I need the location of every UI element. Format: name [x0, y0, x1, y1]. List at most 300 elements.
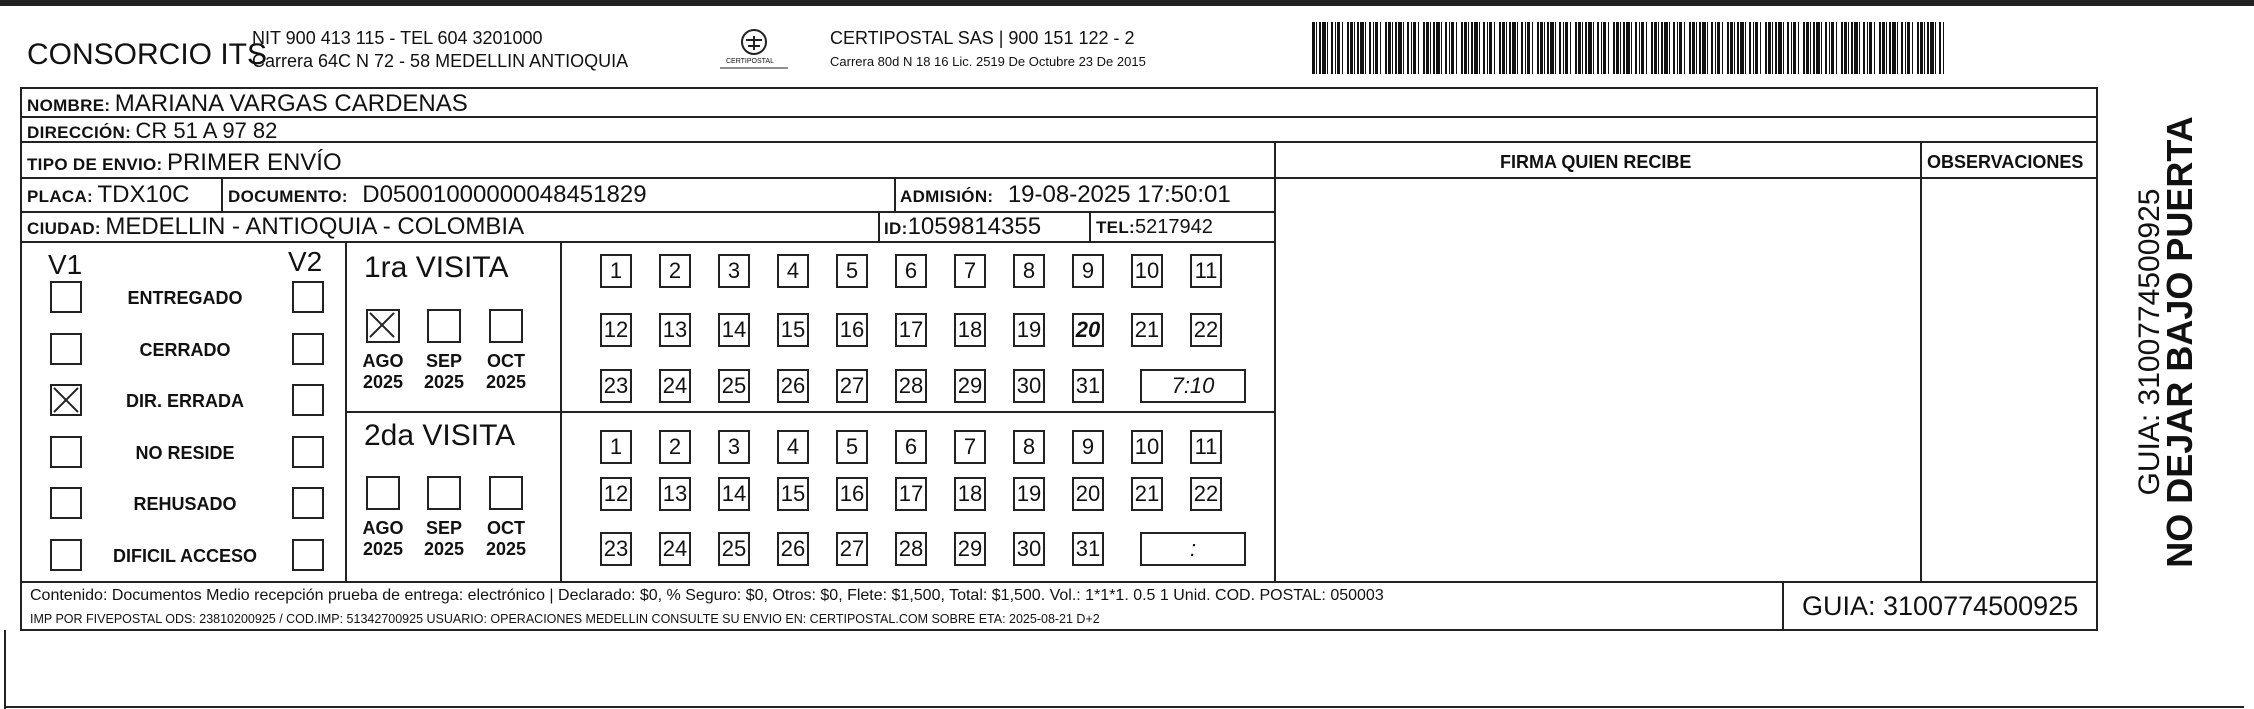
top-edge-line — [0, 0, 2254, 6]
barcode-bar — [1730, 22, 1733, 74]
barcode-bar — [1901, 22, 1903, 74]
day-cell[interactable]: 25 — [718, 532, 750, 566]
barcode-bar — [1616, 22, 1619, 74]
day-cell[interactable]: 26 — [777, 532, 809, 566]
year-label: 2025 — [485, 538, 527, 559]
day-cell[interactable]: 7 — [954, 254, 986, 288]
day-cell[interactable]: 12 — [600, 477, 632, 511]
barcode-bar — [1787, 22, 1789, 74]
v1-checkbox[interactable] — [50, 333, 82, 365]
barcode-bar — [1483, 22, 1485, 74]
day-cell[interactable]: 23 — [600, 369, 632, 403]
barcode-bar — [1673, 22, 1675, 74]
barcode-bar — [1677, 22, 1678, 74]
barcode-bar — [1905, 22, 1906, 74]
barcode-bar — [1641, 22, 1644, 74]
barcode-bar — [1451, 22, 1454, 74]
day-cell[interactable]: 11 — [1190, 430, 1222, 464]
v1-label: V1 — [48, 249, 83, 280]
admision-label: ADMISIÓN: — [900, 187, 994, 206]
barcode-bar — [1798, 22, 1799, 74]
day-cell[interactable]: 1 — [600, 430, 632, 464]
company-name: CONSORCIO ITS — [27, 38, 268, 71]
day-cell[interactable]: 4 — [777, 430, 809, 464]
day-cell[interactable]: 18 — [954, 477, 986, 511]
barcode-bar — [1765, 22, 1767, 74]
barcode-bar — [1588, 22, 1592, 74]
direccion-value: CR 51 A 97 82 — [135, 118, 278, 143]
barcode-bar — [1449, 22, 1450, 74]
barcode-bar — [1426, 22, 1429, 74]
day-cell[interactable]: 15 — [777, 313, 809, 347]
barcode-bar — [1608, 22, 1609, 74]
tel-value: 5217942 — [1134, 216, 1213, 238]
barcode-bar — [1661, 22, 1663, 74]
day-cell[interactable]: 5 — [836, 430, 868, 464]
v1-checkbox[interactable] — [50, 281, 82, 313]
barcode-bar — [1347, 22, 1349, 74]
day-cell[interactable]: 13 — [659, 477, 691, 511]
day-cell[interactable]: 28 — [895, 532, 927, 566]
barcode-bar — [1639, 22, 1640, 74]
company-nit: NIT 900 413 115 - TEL 604 3201000 — [252, 28, 543, 48]
barcode-bar — [1582, 22, 1583, 74]
day-cell[interactable]: 29 — [954, 532, 986, 566]
barcode-bar — [1441, 22, 1442, 74]
day-cell[interactable]: 9 — [1072, 430, 1104, 464]
nombre-value: MARIANA VARGAS CARDENAS — [114, 90, 468, 117]
barcode-bar — [1509, 22, 1511, 74]
month-year-label — [358, 518, 408, 559]
barcode-bar — [1821, 22, 1822, 74]
barcode-bar — [1715, 22, 1716, 74]
documento-label: DOCUMENTO: — [228, 187, 348, 206]
barcode-bar — [1793, 22, 1796, 74]
day-cell[interactable]: 22 — [1190, 477, 1222, 511]
month-year-label — [419, 351, 469, 392]
barcode-bar — [1927, 22, 1929, 74]
barcode-bar — [1418, 22, 1419, 74]
barcode-bar — [1385, 22, 1387, 74]
barcode-bar — [1565, 22, 1568, 74]
day-cell[interactable]: 19 — [1013, 313, 1045, 347]
barcode-bar — [1563, 22, 1564, 74]
footer-line-1: Contenido: Documentos Medio recepción prueba de entrega: electrónico | Declarado: $0, % Seguro: $0, Otros: $0, Flete: $1,500, Total: $1,500. Vol.: 1*1*1. 0.5 1 Unid. COD. POSTAL: 050003 — [30, 587, 1384, 604]
barcode-bar — [1626, 22, 1630, 74]
barcode-bar — [1521, 22, 1523, 74]
barcode-bar — [1532, 22, 1533, 74]
day-cell[interactable]: 21 — [1131, 313, 1163, 347]
year-label: 2025 — [423, 538, 465, 559]
barcode-bar — [1772, 22, 1773, 74]
status-reason-label: NO RESIDE — [135, 443, 235, 463]
placa-value: TDX10C — [97, 181, 190, 208]
barcode-bar — [1436, 22, 1440, 74]
barcode-bar — [1867, 22, 1868, 74]
barcode-bar — [1869, 22, 1872, 74]
barcode-bar — [1322, 22, 1326, 74]
v1-checkbox[interactable] — [50, 384, 82, 416]
day-cell[interactable]: 26 — [777, 369, 809, 403]
barcode-bar — [1669, 22, 1670, 74]
day-cell[interactable]: 8 — [1013, 254, 1045, 288]
month-label: AGO — [362, 518, 404, 538]
footer-line-2: IMP POR FIVEPOSTAL ODS: 23810200925 / COD.IMP: 51342700925 USUARIO: OPERACIONES MEDELLIN CONSULTE SU ENVIO EN: CERTIPOSTAL.COM SOBRE ETA: 2025-08-21 D+2 — [30, 612, 1100, 626]
barcode-bar — [1841, 22, 1843, 74]
day-cell[interactable]: 21 — [1131, 477, 1163, 511]
barcode-bar — [1646, 22, 1647, 74]
barcode-bar — [1740, 22, 1744, 74]
status-reason-label: DIR. ERRADA — [125, 391, 244, 411]
month-checkbox[interactable] — [489, 476, 523, 510]
v2-checkbox[interactable] — [292, 333, 324, 365]
id-label: ID: — [884, 219, 908, 238]
barcode-bar — [1403, 22, 1404, 74]
day-cell[interactable]: 20 — [1072, 477, 1104, 511]
barcode-bar — [1369, 22, 1371, 74]
barcode-bar — [1679, 22, 1682, 74]
barcode-bar — [1411, 22, 1412, 74]
barcode-bar — [1337, 22, 1340, 74]
day-cell[interactable]: 2 — [659, 430, 691, 464]
day-cell[interactable]: 3 — [718, 430, 750, 464]
barcode-bar — [1651, 22, 1653, 74]
barcode-bar — [1707, 22, 1708, 74]
ciudad-label: CIUDAD: — [27, 219, 101, 238]
side-guia: GUIA: 3100774500925 — [2133, 188, 2166, 496]
barcode-bar — [1696, 22, 1697, 74]
firma-label: FIRMA QUIEN RECIBE — [1500, 152, 1692, 172]
barcode-bar — [1445, 22, 1447, 74]
tel-label: TEL: — [1096, 218, 1135, 237]
barcode-bar — [1547, 22, 1549, 74]
barcode-bar — [1803, 22, 1805, 74]
day-cell[interactable]: 4 — [777, 254, 809, 288]
barcode-bar — [1603, 22, 1606, 74]
barcode-bar — [1461, 22, 1463, 74]
barcode-bar — [1806, 22, 1809, 74]
day-cell[interactable]: 9 — [1072, 254, 1104, 288]
day-cell[interactable]: 11 — [1190, 254, 1222, 288]
second-visit-title: 2da VISITA — [364, 419, 516, 452]
documento-value: D05001000000048451829 — [362, 181, 647, 208]
logo-text: CERTIPOSTAL — [726, 58, 774, 65]
barcode-bar — [1859, 22, 1860, 74]
barcode-bar — [1342, 22, 1343, 74]
company-address: Carrera 64C N 72 - 58 MEDELLIN ANTIOQUIA — [252, 51, 629, 71]
barcode-bar — [1597, 22, 1599, 74]
barcode-bar — [1312, 22, 1315, 74]
year-label: 2025 — [362, 538, 404, 559]
barcode-bar — [1699, 22, 1701, 74]
barcode-bar — [1768, 22, 1771, 74]
month-checkbox[interactable] — [366, 476, 400, 510]
barcode-bar — [1613, 22, 1615, 74]
day-cell[interactable]: 10 — [1131, 430, 1163, 464]
barcode-bar — [1327, 22, 1328, 74]
day-cell[interactable]: 10 — [1131, 254, 1163, 288]
barcode-bar — [1816, 22, 1820, 74]
barcode-bar — [1831, 22, 1834, 74]
barcode-bar — [1863, 22, 1865, 74]
barcode-bar — [1654, 22, 1657, 74]
day-cell[interactable]: 6 — [895, 254, 927, 288]
day-cell[interactable]: 12 — [600, 313, 632, 347]
barcode-bar — [1897, 22, 1898, 74]
visit-time-cell[interactable]: : — [1140, 532, 1246, 566]
barcode-bar — [1745, 22, 1746, 74]
year-label: 2025 — [362, 371, 404, 392]
day-cell[interactable]: 13 — [659, 313, 691, 347]
barcode-bar — [1360, 22, 1364, 74]
first-visit-title: 1ra VISITA — [364, 251, 509, 284]
barcode-bar — [1783, 22, 1784, 74]
barcode-bar — [1702, 22, 1706, 74]
barcode-bar — [1778, 22, 1782, 74]
barcode-bar — [1502, 22, 1505, 74]
barcode-bar — [1527, 22, 1530, 74]
barcode-bar — [1316, 22, 1317, 74]
certipostal-address: Carrera 80d N 18 16 Lic. 2519 De Octubre 23 De 2015 — [830, 54, 1146, 69]
month-label: AGO — [362, 351, 404, 371]
barcode-icon — [1312, 22, 1944, 74]
day-cell[interactable]: 20 — [1072, 313, 1104, 347]
barcode-bar — [1550, 22, 1554, 74]
barcode-bar — [1889, 22, 1891, 74]
day-cell[interactable]: 18 — [954, 313, 986, 347]
day-cell[interactable]: 22 — [1190, 313, 1222, 347]
v2-checkbox[interactable] — [292, 487, 324, 519]
barcode-bar — [1829, 22, 1830, 74]
ciudad-value: MEDELLIN - ANTIOQUIA - COLOMBIA — [105, 213, 525, 240]
v2-checkbox[interactable] — [292, 539, 324, 571]
barcode-bar — [1570, 22, 1571, 74]
day-cell[interactable]: 27 — [836, 369, 868, 403]
barcode-bar — [1512, 22, 1516, 74]
month-checkbox[interactable] — [427, 476, 461, 510]
barcode-bar — [1373, 22, 1374, 74]
day-cell[interactable]: 7 — [954, 430, 986, 464]
guia-box: GUIA: 3100774500925 — [1802, 591, 2079, 621]
barcode-bar — [1544, 22, 1545, 74]
v1-checkbox[interactable] — [50, 487, 82, 519]
barcode-bar — [1749, 22, 1751, 74]
day-cell[interactable]: 5 — [836, 254, 868, 288]
observaciones-label: OBSERVACIONES — [1927, 152, 2084, 172]
barcode-bar — [1692, 22, 1695, 74]
barcode-bar — [1851, 22, 1853, 74]
day-cell[interactable]: 28 — [895, 369, 927, 403]
day-cell[interactable]: 16 — [836, 313, 868, 347]
barcode-bar — [1464, 22, 1467, 74]
barcode-bar — [1943, 22, 1944, 74]
barcode-bar — [1474, 22, 1478, 74]
barcode-bar — [1848, 22, 1849, 74]
day-cell[interactable]: 16 — [836, 477, 868, 511]
barcode-bar — [1844, 22, 1847, 74]
tipo-envio-value: PRIMER ENVÍO — [166, 149, 342, 176]
admision-value: 19-08-2025 17:50:01 — [1007, 181, 1231, 208]
barcode-bar — [1430, 22, 1431, 74]
month-year-label — [481, 351, 531, 392]
certipostal-line: CERTIPOSTAL SAS | 900 151 122 - 2 — [830, 28, 1135, 48]
barcode-bar — [1537, 22, 1539, 74]
barcode-bar — [1717, 22, 1720, 74]
month-checkbox[interactable] — [427, 309, 461, 343]
day-cell[interactable]: 30 — [1013, 532, 1045, 566]
visit-time-cell[interactable]: 7:10 — [1140, 369, 1246, 403]
barcode-bar — [1517, 22, 1518, 74]
barcode-bar — [1760, 22, 1761, 74]
day-cell[interactable]: 8 — [1013, 430, 1045, 464]
barcode-bar — [1737, 22, 1739, 74]
barcode-bar — [1395, 22, 1397, 74]
barcode-bar — [1920, 22, 1923, 74]
barcode-bar — [1525, 22, 1526, 74]
barcode-bar — [1684, 22, 1685, 74]
barcode-bar — [1882, 22, 1885, 74]
barcode-bar — [1892, 22, 1896, 74]
barcode-bar — [1711, 22, 1713, 74]
day-cell[interactable]: 25 — [718, 369, 750, 403]
month-label: OCT — [487, 351, 525, 371]
barcode-bar — [1601, 22, 1602, 74]
barcode-bar — [1791, 22, 1792, 74]
barcode-bar — [1593, 22, 1594, 74]
barcode-bar — [1578, 22, 1581, 74]
day-cell[interactable]: 27 — [836, 532, 868, 566]
barcode-bar — [1734, 22, 1735, 74]
v2-checkbox[interactable] — [292, 384, 324, 416]
barcode-bar — [1335, 22, 1336, 74]
month-label: OCT — [487, 518, 525, 538]
day-cell[interactable]: 14 — [718, 477, 750, 511]
barcode-bar — [1407, 22, 1409, 74]
status-reason-label: CERRADO — [139, 340, 231, 360]
barcode-bar — [1879, 22, 1881, 74]
barcode-bar — [1555, 22, 1556, 74]
barcode-bar — [1433, 22, 1435, 74]
day-cell[interactable]: 1 — [600, 254, 632, 288]
year-label: 2025 — [423, 371, 465, 392]
month-checkbox[interactable] — [489, 309, 523, 343]
barcode-bar — [1810, 22, 1811, 74]
day-cell[interactable]: 3 — [718, 254, 750, 288]
status-reason-label: REHUSADO — [133, 494, 237, 514]
day-cell[interactable]: 14 — [718, 313, 750, 347]
day-cell[interactable]: 31 — [1072, 369, 1104, 403]
barcode-bar — [1380, 22, 1381, 74]
barcode-bar — [1468, 22, 1469, 74]
day-cell[interactable]: 19 — [1013, 477, 1045, 511]
day-cell[interactable]: 30 — [1013, 369, 1045, 403]
barcode-bar — [1912, 22, 1913, 74]
month-year-label — [358, 351, 408, 392]
year-label: 2025 — [485, 371, 527, 392]
barcode-bar — [1635, 22, 1637, 74]
month-label: SEP — [425, 351, 463, 371]
barcode-bar — [1874, 22, 1875, 74]
v2-label: V2 — [288, 246, 323, 277]
barcode-bar — [1689, 22, 1691, 74]
day-cell[interactable]: 23 — [600, 532, 632, 566]
barcode-bar — [1620, 22, 1621, 74]
barcode-bar — [1623, 22, 1625, 74]
v2-checkbox[interactable] — [292, 281, 324, 313]
day-cell[interactable]: 31 — [1072, 532, 1104, 566]
side-warning: NO DEJAR BAJO PUERTA — [2159, 116, 2200, 568]
barcode-bar — [1836, 22, 1837, 74]
status-reason-label: ENTREGADO — [127, 288, 243, 308]
barcode-bar — [1886, 22, 1887, 74]
barcode-bar — [1456, 22, 1457, 74]
barcode-bar — [1813, 22, 1815, 74]
barcode-bar — [1575, 22, 1577, 74]
barcode-bar — [1331, 22, 1333, 74]
tipo-envio-label: TIPO DE ENVIO: — [27, 155, 163, 174]
barcode-bar — [1413, 22, 1416, 74]
barcode-bar — [1753, 22, 1754, 74]
v1-checkbox[interactable] — [50, 436, 82, 468]
direccion-label: DIRECCIÓN: — [27, 123, 132, 142]
barcode-bar — [1540, 22, 1543, 74]
barcode-bar — [1489, 22, 1492, 74]
day-cell[interactable]: 6 — [895, 430, 927, 464]
barcode-bar — [1917, 22, 1919, 74]
day-cell[interactable]: 2 — [659, 254, 691, 288]
barcode-bar — [1499, 22, 1501, 74]
barcode-bar — [1354, 22, 1355, 74]
barcode-bar — [1585, 22, 1587, 74]
barcode-bar — [1423, 22, 1425, 74]
day-cell[interactable]: 24 — [659, 369, 691, 403]
month-checkbox[interactable] — [366, 309, 400, 343]
barcode-bar — [1631, 22, 1632, 74]
day-cell[interactable]: 29 — [954, 369, 986, 403]
nombre-label: NOMBRE: — [27, 96, 111, 115]
day-cell[interactable]: 15 — [777, 477, 809, 511]
barcode-bar — [1375, 22, 1378, 74]
barcode-bar — [1392, 22, 1393, 74]
barcode-bar — [1487, 22, 1488, 74]
barcode-bar — [1471, 22, 1473, 74]
day-cell[interactable]: 17 — [895, 477, 927, 511]
barcode-bar — [1930, 22, 1934, 74]
barcode-bar — [1755, 22, 1758, 74]
id-value: 1059814355 — [907, 213, 1042, 240]
barcode-bar — [1907, 22, 1910, 74]
barcode-bar — [1825, 22, 1827, 74]
day-cell[interactable]: 24 — [659, 532, 691, 566]
barcode-bar — [1350, 22, 1353, 74]
month-year-label — [419, 518, 469, 559]
barcode-bar — [1388, 22, 1391, 74]
v2-checkbox[interactable] — [292, 436, 324, 468]
certipostal-logo-icon — [712, 26, 796, 76]
barcode-bar — [1365, 22, 1366, 74]
barcode-bar — [1664, 22, 1668, 74]
month-label: SEP — [425, 518, 463, 538]
barcode-bar — [1398, 22, 1402, 74]
barcode-bar — [1722, 22, 1723, 74]
v1-checkbox[interactable] — [50, 539, 82, 571]
month-year-label — [481, 518, 531, 559]
barcode-bar — [1924, 22, 1925, 74]
barcode-bar — [1357, 22, 1359, 74]
barcode-bar — [1854, 22, 1858, 74]
day-cell[interactable]: 17 — [895, 313, 927, 347]
barcode-bar — [1935, 22, 1936, 74]
